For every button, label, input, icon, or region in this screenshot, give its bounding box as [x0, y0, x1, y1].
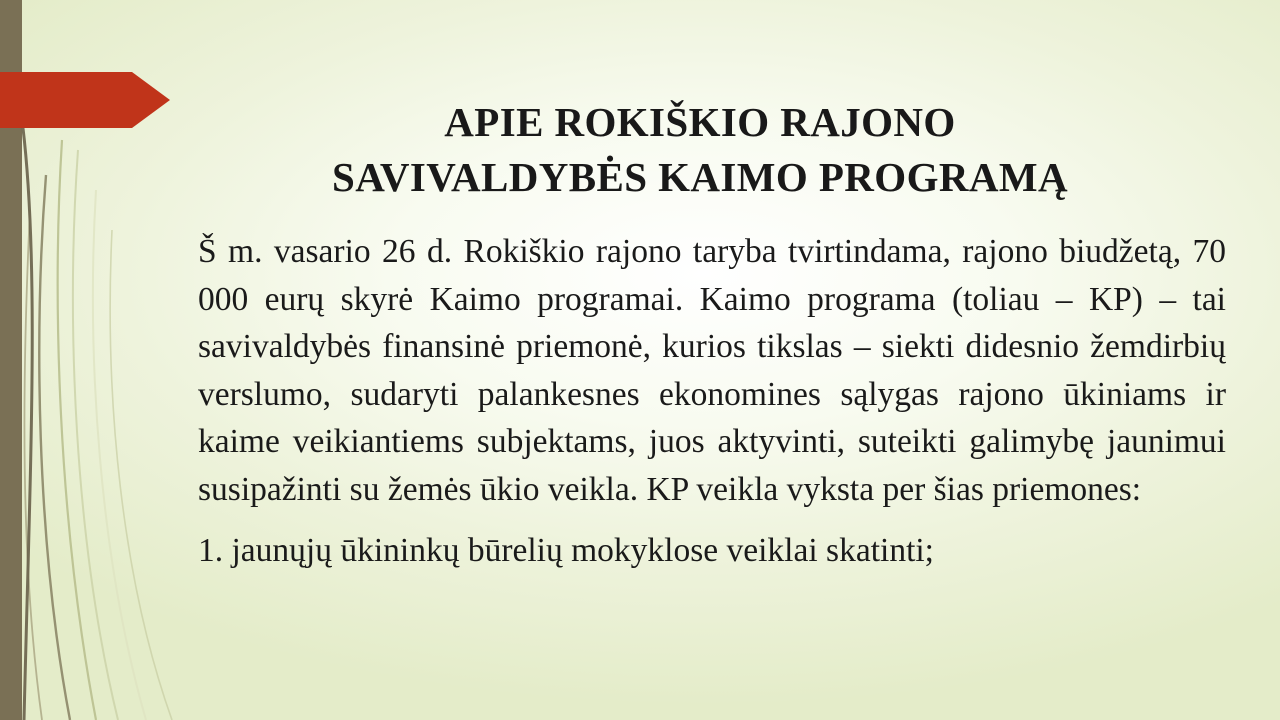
body-content: [198, 228, 1226, 575]
red-arrow-icon: [0, 72, 170, 128]
page-title-line-2: SAVIVALDYBĖS KAIMO PROGRAMĄ: [332, 154, 1068, 201]
page-title: [190, 95, 1210, 205]
page-title-line-1: APIE ROKIŠKIO RAJONO: [444, 99, 956, 146]
paragraph-list-item-1: 1. jaunųjų ūkininkų būrelių mokyklose veiklai skatinti;: [198, 532, 934, 570]
paragraph-intro: Š m. vasario 26 d. Rokiškio rajono taryba tvirtindama, rajono biudžetą, 70 000 eurų skyrė Kaimo programai. Kaimo programa (toliau – KP) – tai savivaldybės finansinė priemonė, kurios tikslas – siekti didesnio žemdirbių verslumo, sudaryti palankesnes ekonomines sąlygas rajono ūkiniams ir kaime veikiantiems subjektams, juos aktyvinti, suteikti galimybę jaunimui susipažinti su žemės ūkio veikla. KP veikla vyksta per šias priemones:: [198, 233, 1226, 508]
